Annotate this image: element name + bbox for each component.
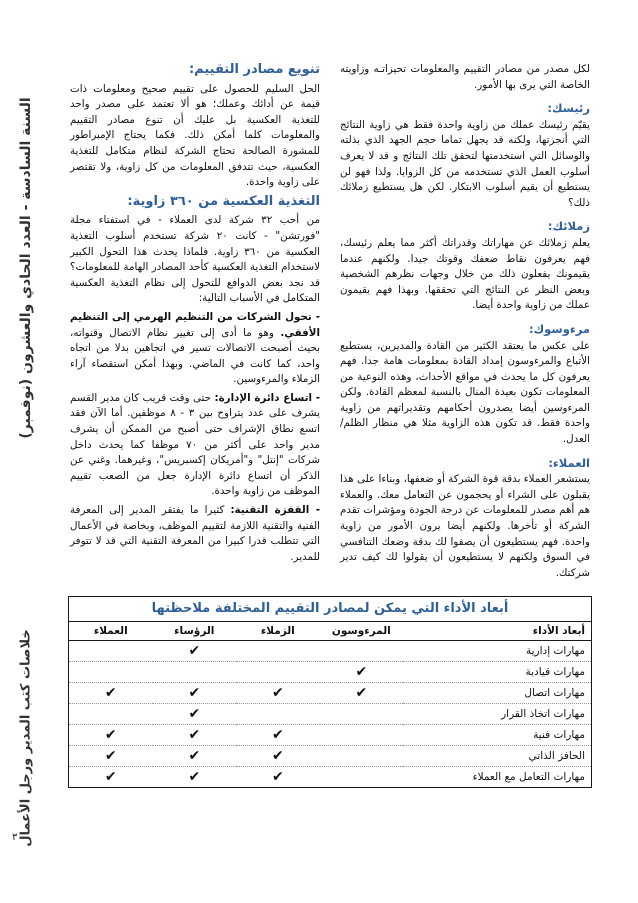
table-row bbox=[69, 683, 591, 704]
subordinates-heading: مرءوسوك: bbox=[529, 321, 590, 336]
check-cell: ✔ bbox=[153, 767, 237, 788]
table-row bbox=[69, 746, 591, 767]
check-cell: ✔ bbox=[69, 746, 153, 767]
check-cell bbox=[69, 704, 153, 725]
header-dimension: أبعاد الأداء bbox=[403, 622, 591, 641]
reason-3-text: كثيرا ما يفتقر المدير إلى المعرفة الفنية والتقنية اللازمة لتقييم الموظف، وبخاصة في الأعمال التي تتطلب قدرا كبيرا من المعرفة التقنية التي قد لا تتوفر للمدير. bbox=[70, 504, 320, 563]
check-cell: ✔ bbox=[153, 704, 237, 725]
reason-2 bbox=[70, 391, 320, 500]
right-column bbox=[340, 62, 590, 584]
table-title: أبعاد الأداء التي يمكن لمصادر التقييم المختلفة ملاحظتها bbox=[151, 601, 509, 616]
check-cell bbox=[320, 746, 404, 767]
customers-paragraph: يستشعر العملاء بدقة قوة الشركة أو ضعفها، وبناءا على هذا يقبلون على الشراء أو يحجمون عن التعامل معك. والعملاء هم أهم مصدر للمعلومات عن درجة الجودة ومؤشرات تقدم الشركة أو تأخرها. ولكنهم أيضا يرون الأمور من زاوية واحدة. فهم يستطيعون أن يصفوا لك بدقة وضعك التنافسي في السوق ولكنهم لا يستطيعون أن يقولوا لك كيف تدير شركتك. bbox=[340, 473, 590, 579]
boss-paragraph: يقيّم رئيسك عملك من زاوية واحدة فقط هي زاوية النتائج التي أنجزتها، ولكنه قد يجهل تماما حجم الجهد الذي بذلته والوسائل التي استخدمتها لتحقق تلك النتائج و قد لا يعرف أسلوب العمل الذي تستخدمه من كل الزوايا. ولذا فهو لن يستطيع أن يقيم أسلوب الابتكار. لكن هل يستطيع زملائك ذلك؟ bbox=[340, 118, 590, 209]
intro-paragraph: لكل مصدر من مصادر التقييم والمعلومات تحيزاتـه وزاويته الخاصة التي يرى بها الأمور. bbox=[340, 63, 590, 91]
header-colleagues: الزملاء bbox=[236, 622, 320, 641]
check-cell: ✔ bbox=[153, 641, 237, 662]
left-column bbox=[70, 62, 320, 568]
reason-1-text: وهو ما أدى إلى تغيير نظام الاتصال وقنواته، بحيث أصبحت الاتصالات تسير في اتجاهين بدلا من اتجاه واحد، كما كانت في الماضي. وبهذا أمكن استقصاء آراء الزملاء والمرءوسين. bbox=[70, 326, 320, 386]
header-customers: العملاء bbox=[69, 622, 153, 641]
reason-1-lead: - تحول الشركات من التنظيم الهرمي إلى التنظيم الأفقي. bbox=[70, 310, 320, 339]
reason-2-lead: - اتساع دائرة الإدارة: bbox=[214, 391, 320, 404]
row-dimension: مهارات فنية bbox=[403, 725, 591, 746]
check-cell: ✔ bbox=[69, 725, 153, 746]
side-strip bbox=[6, 58, 46, 848]
table-header-row bbox=[69, 622, 591, 641]
row-dimension: مهارات اتخاذ القرار bbox=[403, 704, 591, 725]
diversify-heading: تنويع مصادر التقييم: bbox=[188, 62, 320, 77]
check-cell: ✔ bbox=[153, 683, 237, 704]
issue-label: السنة السادسة - العدد الحادي والعشرون (نوفمبر) bbox=[18, 97, 34, 439]
row-dimension: مهارات التعامل مع العملاء bbox=[403, 767, 591, 788]
check-cell: ✔ bbox=[236, 725, 320, 746]
table-row bbox=[69, 641, 591, 662]
check-cell: ✔ bbox=[320, 662, 404, 683]
check-cell bbox=[236, 662, 320, 683]
check-cell bbox=[320, 641, 404, 662]
row-dimension: مهارات إدارية bbox=[403, 641, 591, 662]
reason-3-lead: - القفزة التقنية: bbox=[230, 504, 320, 517]
reason-3 bbox=[70, 503, 320, 565]
table-body bbox=[69, 641, 591, 788]
check-cell: ✔ bbox=[236, 683, 320, 704]
boss-heading: رئيسك: bbox=[547, 101, 590, 116]
check-cell bbox=[320, 704, 404, 725]
publication-name: خلاصات كتب المدير ورجل الأعمال bbox=[18, 629, 34, 847]
reason-1 bbox=[70, 310, 320, 388]
page-number: ٣ bbox=[12, 832, 18, 843]
check-cell bbox=[236, 641, 320, 662]
table-row bbox=[69, 767, 591, 788]
colleagues-heading: زملائك: bbox=[547, 219, 590, 234]
row-dimension: الحافز الذاتي bbox=[403, 746, 591, 767]
check-cell bbox=[236, 704, 320, 725]
table-row bbox=[69, 704, 591, 725]
performance-table-box bbox=[68, 596, 592, 788]
check-cell bbox=[320, 725, 404, 746]
subordinates-paragraph: على عكس ما يعتقد الكثير من القادة والمديرين، يستطيع الأتباع والمرءوسون إمداد القادة بمعلومات هامة جدا. فهم يعرفون كل ما يحدث في مواقع الأحداث، وهذه النوعية من المعلومات تكون بعيدة المنال بالنسبة لمعظم القادة. ولكن المرءوسين أيضا يصدرون أحكامهم وتقديراتهم من زاوية واحدة فقط. قد تكون هذه الزاوية مثلا هي منظار الظلم/العدل. bbox=[340, 339, 590, 446]
check-cell: ✔ bbox=[320, 683, 404, 704]
check-cell bbox=[69, 662, 153, 683]
check-cell: ✔ bbox=[236, 767, 320, 788]
check-cell: ✔ bbox=[153, 746, 237, 767]
table-row bbox=[69, 662, 591, 683]
feedback-paragraph: من أحب ٣٢ شركة لدى العملاء - في استفتاء مجلة "فورتشن" - كانت ٢٠ شركة تستخدم أسلوب التغذية العكسية من ٣٦٠ زاوية. فلماذا يحدث هذا التحول الكبير لاستخدام التغذية العكسية كأحد المصادر الهامة للمعلومات؟ قد نجد بعض الدوافع للتحول إلى نظام التغذية العكسية المتكامل في الأسباب التالية: bbox=[70, 214, 320, 305]
diversify-paragraph: الحل السليم للحصول على تقييم صحيح ومعلومات ذات قيمة عن أدائك وعملك؛ هو ألا تعتمد على مصدر واحد للتغذية العكسية بل عليك أن تنوع مصادر التقييم والمعلومات كلما أمكن ذلك. فكما يحتاج الإمبراطور للمشورة الصالحة تحتاج الشركة لنظام متكامل للتغذية العكسية، حيث تتدفق المعلومات من كل زاوية، ولا تقتصر على زاوية واحدة. bbox=[70, 82, 320, 189]
check-cell: ✔ bbox=[153, 725, 237, 746]
feedback-heading: التغذية العكسية من ٣٦٠ زاوية: bbox=[127, 193, 320, 209]
performance-table bbox=[69, 621, 591, 787]
check-cell bbox=[320, 767, 404, 788]
header-subordinates: المرءوسون bbox=[320, 622, 404, 641]
row-dimension: مهارات اتصال bbox=[403, 683, 591, 704]
check-cell: ✔ bbox=[236, 746, 320, 767]
check-cell: ✔ bbox=[69, 767, 153, 788]
customers-heading: العملاء: bbox=[548, 455, 590, 470]
row-dimension: مهارات قيادية bbox=[403, 662, 591, 683]
check-cell bbox=[69, 641, 153, 662]
header-bosses: الرؤساء bbox=[153, 622, 237, 641]
check-cell bbox=[153, 662, 237, 683]
reason-2-text: حتى وقت قريب كان مدير القسم يشرف على عدد يتراوح بين ٣ - ٨ موظفين. أما الآن فقد اتسع نطاق الإشراف حتى أصبح من الممكن أن يشرف مدير واحد على أكثر من ٧٠ موظفا كما يحدث داخل شركات "إنتل" و"أمريكان إكسبريس"، وغيرهما. وغني عن الذكر أن اتساع دائرة الإدارة جعل من الصعب تقييم الموظف من زاوية واحدة. bbox=[70, 391, 320, 498]
colleagues-paragraph: يعلم زملائك عن مهاراتك وقدراتك أكثر مما يعلم رئيسك، فهم يعرفون نقاط ضعفك وقوتك جيدا. ولكنهم عندما يقيمونك يفعلون ذلك من خلال وجهات نظرهم الشخصية وبعض النظر عن النتائج التي تحققها. وبهذا فهم يقيمون عملك من زاوية واحدة أيضا. bbox=[340, 236, 590, 312]
check-cell: ✔ bbox=[69, 683, 153, 704]
table-row bbox=[69, 725, 591, 746]
